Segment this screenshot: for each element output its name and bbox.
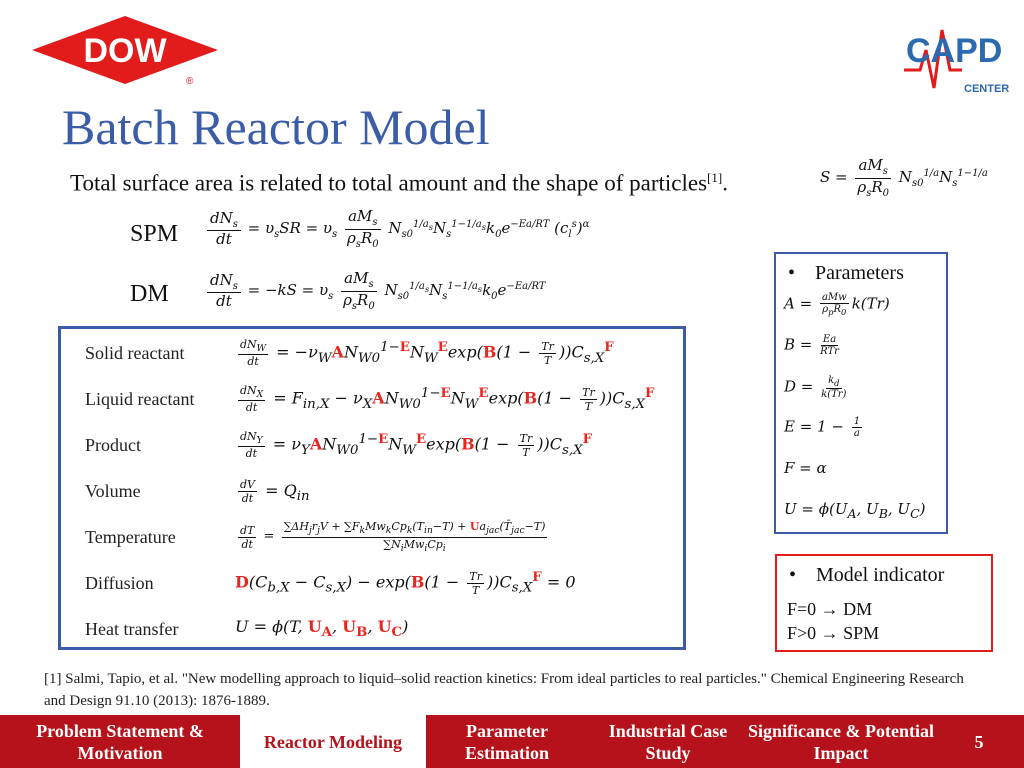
equation-expression: $dN_W$ dt = $-\nu_WAN_{W0}^{1-E}N_W^E\exp(B(1$ − $\frac{Tr}{T}$ ))$C_{s,X}^F$ xyxy=(240,337,614,369)
spm-label: SPM xyxy=(130,221,179,247)
param-f: F = α xyxy=(784,459,827,477)
equation-label: Volume xyxy=(85,480,141,501)
equation-label: Product xyxy=(85,434,141,455)
subtitle-citation: [1] xyxy=(707,170,723,185)
surface-area-equation: S = $\frac{aM_s}{\rho_sR_0}$ $N_{s0}^{1/a}N_s^{1-1/a}$ xyxy=(820,156,988,199)
nav-item-parameter-estimation[interactable]: Parameter Estimation xyxy=(464,720,549,763)
equation-row-diffusion xyxy=(85,563,685,603)
parameters-box xyxy=(774,252,948,534)
equation-expression: $D(C_{b,X} - C_{s,X}) - \exp(B(1$ − $\frac{Tr}{T}$ ))$C_{s,X}^F = 0$ xyxy=(235,569,576,597)
svg-text:®: ® xyxy=(186,76,194,87)
page-title: Batch Reactor Model xyxy=(62,99,490,155)
equation-expression: $dN_X$ dt = $F_{in,X} - \nu_XAN_{W0}^{1-E}N_W^E\exp(B(1$ − $\frac{Tr}{T}$ ))$C_{s,X}^F$ xyxy=(240,383,655,415)
equation-expression: $dN_Y$ dt = $\nu_YAN_{W0}^{1-E}N_W^E\exp(B(1$ − $\frac{Tr}{T}$ ))$C_{s,X}^F$ xyxy=(240,429,593,461)
equation-row-volume xyxy=(85,471,685,511)
param-d: D = $\frac{k_d}{k(Tr)}$ xyxy=(784,375,847,400)
equation-row-solid xyxy=(85,333,685,373)
page-number-cell xyxy=(934,715,1024,768)
svg-text:CENTER: CENTER xyxy=(964,83,1010,95)
equation-label: Heat transfer xyxy=(85,618,179,639)
model-indicator-spm: F>0 → SPM xyxy=(787,623,880,643)
nav-item-reactor-modeling[interactable]: Reactor Modeling xyxy=(240,715,426,768)
subtitle: Total surface area is related to total amount and the shape of particles[1]. xyxy=(70,170,728,196)
parameters-title: • Parameters xyxy=(788,262,904,284)
equation-row-heat-transfer xyxy=(85,609,685,649)
model-indicator-title: • Model indicator xyxy=(789,564,945,586)
equation-label: Diffusion xyxy=(85,572,154,593)
param-a: A = aMw $\rho_pR_0$ k(Tr) xyxy=(784,292,890,317)
equation-expression: $\frac{dV}{dt}$ = $Q_{in}$ xyxy=(240,477,310,505)
param-b: B = Ea RTr xyxy=(784,334,839,357)
reference-citation: [1] Salmi, Tapio, et al. "New modelling approach to liquid–solid reaction kinetics: From ideal particles to real particles." Chemical Engineering Research and Design 91.10 (2013): 1876-1889. xyxy=(44,671,964,709)
dm-equation: $\frac{dN_s}{dt}$ = $-kS = \upsilon_s$ $\frac{aM_s}{\rho_sR_0}$ $N_{s0}^{1/a_s}N_s^{1-1/a_s}k_0e^{-Ea/RT}$ xyxy=(205,270,545,312)
dow-logo xyxy=(28,12,222,90)
equation-expression: U = ϕ(T, $U_A$, $U_B$, $U_C$) xyxy=(235,617,409,641)
nav-item-problem-statement[interactable]: Problem Statement & Motivation xyxy=(36,720,204,763)
equation-label: Temperature xyxy=(85,526,176,547)
dm-label: DM xyxy=(130,281,169,307)
param-u: $U = \phi(U_A$, $U_B$, $U_C$) xyxy=(784,500,926,521)
nav-item-industrial-case-study[interactable]: Industrial Case Study xyxy=(608,720,728,763)
spm-equation: $\frac{dN_s}{dt}$ = $\upsilon_sSR = \upsilon_s$ $\frac{aM_s}{\rho_sR_0}$ $N_{s0}^{1/a_s}N_s^{1-1/a_s}k_0e^{-Ea/RT}$ $(c_l^s)^\alpha$ xyxy=(205,208,589,250)
equations-box xyxy=(58,326,686,650)
equation-expression: $\frac{dT}{dt}$ = $\sum\Delta H_jr_jV + \sum F_kMw_kCp_k(T_{in}-T)$ + $Ua_{jac}(T̄_{jac}-T)$ $\sum N_iMw_iCp_i$ xyxy=(240,520,546,554)
subtitle-text: Total surface area is related to total amount and the shape of particles xyxy=(70,170,708,196)
equation-label: Liquid reactant xyxy=(85,388,195,409)
svg-text:CAPD: CAPD xyxy=(906,32,1003,70)
equation-row-liquid xyxy=(85,379,685,419)
model-indicator-box xyxy=(775,554,993,652)
capd-logo xyxy=(902,10,1014,100)
svg-text:DOW: DOW xyxy=(83,32,167,70)
equation-row-temperature xyxy=(85,517,685,557)
model-indicator-dm: F=0 → DM xyxy=(787,599,873,619)
equation-row-product xyxy=(85,425,685,465)
page-number: 5 xyxy=(974,731,984,752)
param-e: E = 1 − $\frac{1}{a}$ xyxy=(784,416,861,439)
bottom-navigation xyxy=(0,715,1024,768)
nav-item-significance[interactable]: Significance & Potential Impact xyxy=(748,720,934,763)
equation-label: Solid reactant xyxy=(85,342,185,363)
